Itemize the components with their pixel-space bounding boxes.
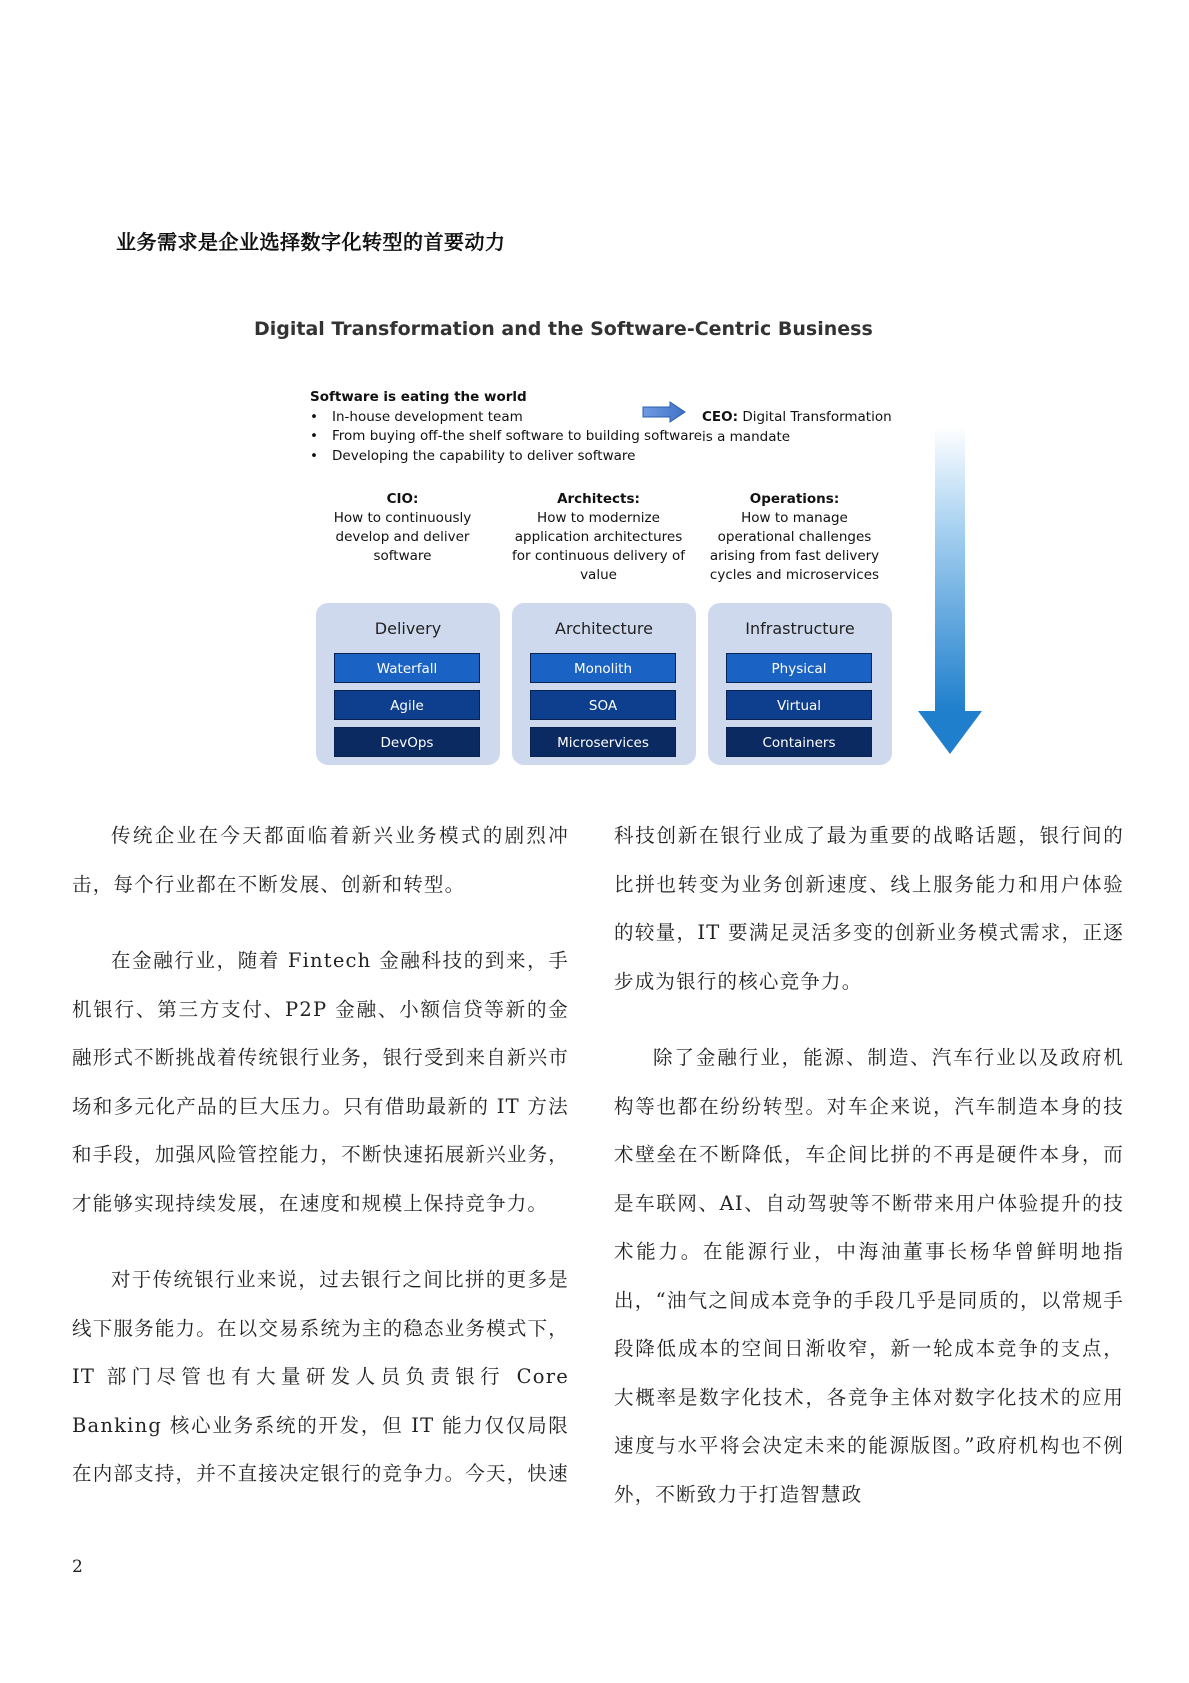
- ceo-block: [702, 408, 892, 447]
- role-text: How to manage operational challenges arising from fast delivery cycles and microservices: [709, 510, 880, 583]
- down-arrow-icon: [918, 426, 982, 756]
- architecture-soa: SOA: [530, 690, 676, 720]
- role-title: CIO:: [386, 491, 419, 507]
- role-text: How to modernize application architectures for continuous delivery of value: [512, 510, 685, 583]
- body-paragraph: 科技创新在银行业成了最为重要的战略话题，银行间的比拼也转变为业务创新速度、线上服务能力和用户体验的较量，IT 要满足灵活多变的创新业务模式需求，正逐步成为银行的核心竞争力。: [614, 824, 1124, 993]
- body-paragraph: 对于传统银行业来说，过去银行之间比拼的更多是线下服务能力。在以交易系统为主的稳态业务模式下，IT 部门尽管也有大量研发人员负责银行 Core Banking 核心业务系统的开发，但 IT 能力仅仅局限在内部支持，并不直接决定银行的竞争力。今天，快速: [72, 1268, 569, 1485]
- panel-delivery: [316, 603, 500, 765]
- infrastructure-physical: Physical: [726, 653, 872, 683]
- body-column-left: [72, 812, 569, 1527]
- delivery-agile: Agile: [334, 690, 480, 720]
- ceo-label: CEO:: [702, 409, 739, 425]
- ceo-line-1: Digital Transformation: [742, 409, 892, 425]
- body-paragraph: 除了金融行业，能源、制造、汽车行业以及政府机构等也都在纷纷转型。对车企来说，汽车制造本身的技术壁垒在不断降低，车企间比拼的不再是硬件本身，而是车联网、AI、自动驾驶等不断带来用户体验提升的技术能力。在能源行业，中海油董事长杨华曾鲜明地指出，“油气之间成本竞争的手段几乎是同质的，以常规手段降低成本的空间日渐收窄，新一轮成本竞争的支点，大概率是数字化技术，各竞争主体对数字化技术的应用速度与水平将会决定未来的能源版图。”政府机构也不例外，不断致力于打造智慧政: [614, 1046, 1124, 1506]
- role-cio: [310, 490, 495, 566]
- panel-architecture: [512, 603, 696, 765]
- body-column-right: [614, 812, 1124, 1547]
- role-architects: [506, 490, 691, 585]
- panel-infrastructure: [708, 603, 892, 765]
- digital-transformation-figure: [0, 0, 1189, 800]
- software-eating-world-block: [310, 388, 702, 466]
- delivery-waterfall: Waterfall: [334, 653, 480, 683]
- role-title: Architects:: [557, 491, 640, 507]
- delivery-devops: DevOps: [334, 727, 480, 757]
- panel-title: Infrastructure: [745, 619, 855, 638]
- software-block-title: Software is eating the world: [310, 389, 527, 405]
- figure-title: Digital Transformation and the Software-Centric Business: [254, 318, 873, 340]
- architecture-microservices: Microservices: [530, 727, 676, 757]
- body-paragraph: 传统企业在今天都面临着新兴业务模式的剧烈冲击，每个行业都在不断发展、创新和转型。: [72, 824, 569, 896]
- software-bullet: • In-house development team: [310, 408, 702, 428]
- right-arrow-icon: [642, 401, 686, 423]
- role-text: How to continuously develop and deliver software: [333, 510, 472, 564]
- infrastructure-virtual: Virtual: [726, 690, 872, 720]
- architecture-monolith: Monolith: [530, 653, 676, 683]
- software-bullet: • From buying off-the shelf software to building software: [310, 427, 702, 447]
- section-heading: 业务需求是企业选择数字化转型的首要动力: [116, 230, 506, 254]
- body-paragraph: 在金融行业，随着 Fintech 金融科技的到来，手机银行、第三方支付、P2P 金融、小额信贷等新的金融形式不断挑战着传统银行业务，银行受到来自新兴市场和多元化产品的巨大压力。只有借助最新的 IT 方法和手段，加强风险管控能力，不断快速拓展新兴业务，才能够实现持续发展，在速度和规模上保持竞争力。: [72, 949, 569, 1215]
- ceo-line-2: is a mandate: [702, 428, 791, 445]
- panel-title: Architecture: [555, 619, 653, 638]
- infrastructure-containers: Containers: [726, 727, 872, 757]
- software-bullet: • Developing the capability to deliver software: [310, 447, 702, 467]
- role-title: Operations:: [749, 491, 840, 507]
- panel-title: Delivery: [374, 619, 442, 638]
- page-number: 2: [72, 1557, 83, 1577]
- role-operations: [702, 490, 887, 585]
